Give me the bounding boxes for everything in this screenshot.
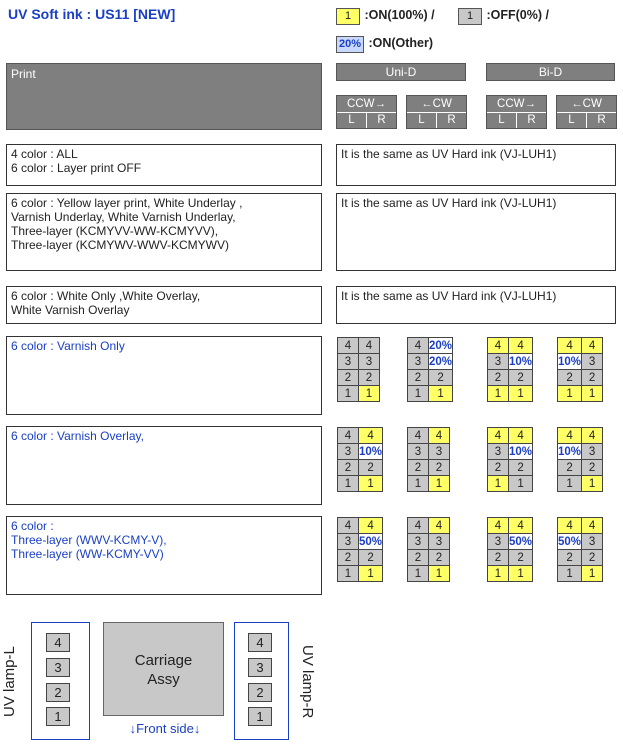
bid-cw-header — [556, 95, 617, 129]
front-side-label: ↓Front side↓ — [129, 721, 201, 736]
nozzle-cell: 1 — [408, 566, 429, 582]
nozzle-cell: 4 — [582, 338, 603, 354]
nozzle-grid — [487, 337, 533, 402]
row-desc-line: Three-layer (WWV-KCMY-V), — [11, 533, 167, 547]
nozzle-cell: 1 — [509, 386, 533, 402]
nozzle-grid — [407, 337, 453, 402]
row-same-0 — [336, 144, 616, 186]
r-label: R — [447, 114, 456, 126]
nozzle-cell: 2 — [429, 550, 450, 566]
row-desc-line: 4 color : ALL — [11, 147, 78, 161]
page-title: UV Soft ink : US11 [NEW] — [8, 6, 176, 22]
nozzle-grid — [487, 427, 533, 492]
nozzle-cell: 1 — [338, 566, 359, 582]
row-desc-1 — [6, 193, 322, 271]
direction-label: CCW→ — [487, 96, 546, 113]
nozzle-cell: 2 — [488, 550, 509, 566]
nozzle-cell: 4 — [429, 428, 450, 444]
nozzle-cell: 4 — [338, 428, 359, 444]
legend-other-swatch: 20% — [336, 36, 364, 53]
nozzle-cell: 1 — [488, 476, 509, 492]
nozzle-cell: 2 — [582, 550, 603, 566]
r-label: R — [377, 114, 386, 126]
unid-ccw-header — [336, 95, 397, 129]
nozzle-cell: 2 — [488, 370, 509, 386]
legend-on-label: :ON(100%) / — [364, 8, 435, 22]
nozzle-cell: 1 — [338, 476, 359, 492]
direction-label: CCW→ — [337, 96, 396, 113]
legend-other-label: :ON(Other) — [368, 36, 434, 50]
legend-off — [458, 6, 549, 25]
row-desc-line: 6 color : — [11, 519, 54, 533]
carriage-line1: Carriage — [134, 652, 193, 669]
nozzle-cell: 10% — [509, 355, 533, 368]
row-same-text: It is the same as UV Hard ink (VJ-LUH1) — [341, 196, 557, 210]
lamp-r-cell: 1 — [248, 707, 272, 726]
nozzle-cell: 1 — [429, 476, 450, 492]
r-label: R — [597, 114, 606, 126]
nozzle-cell: 4 — [509, 518, 533, 534]
nozzle-cell: 1 — [558, 386, 582, 402]
row-desc-line: 6 color : Yellow layer print, White Underlay , — [11, 196, 243, 210]
row-desc-line: Varnish Underlay, White Varnish Underlay, — [11, 210, 236, 224]
nozzle-cell: 4 — [359, 428, 383, 444]
nozzle-cell: 10% — [558, 445, 582, 458]
nozzle-cell: 2 — [359, 460, 383, 476]
row-desc-line: 6 color : White Only ,White Overlay, — [11, 289, 201, 303]
nozzle-cell: 2 — [509, 550, 533, 566]
carriage-line2: Assy — [147, 671, 180, 688]
row-same-text: It is the same as UV Hard ink (VJ-LUH1) — [341, 147, 557, 161]
nozzle-cell: 2 — [582, 460, 603, 476]
direction-label: ←CW — [557, 96, 616, 113]
bid-header: Bi-D — [486, 63, 615, 81]
nozzle-cell: 2 — [359, 550, 383, 566]
nozzle-cell: 2 — [558, 550, 582, 566]
nozzle-cell: 3 — [408, 444, 429, 460]
nozzle-cell: 50% — [558, 535, 582, 548]
nozzle-cell: 2 — [359, 370, 380, 386]
nozzle-cell: 3 — [488, 354, 509, 370]
nozzle-cell: 4 — [582, 518, 603, 534]
nozzle-cell: 1 — [429, 386, 453, 402]
carriage-assy — [103, 622, 224, 716]
nozzle-cell: 2 — [558, 460, 582, 476]
nozzle-cell: 2 — [509, 460, 533, 476]
nozzle-cell: 1 — [509, 566, 533, 582]
nozzle-cell: 2 — [582, 370, 603, 386]
nozzle-cell: 1 — [488, 386, 509, 402]
unid-header: Uni-D — [336, 63, 466, 81]
nozzle-cell: 4 — [408, 518, 429, 534]
uv-lamp-l-label: UV lamp-L — [1, 646, 18, 718]
nozzle-cell: 2 — [408, 550, 429, 566]
nozzle-cell: 20% — [429, 339, 453, 352]
nozzle-cell: 2 — [338, 460, 359, 476]
lamp-r-cell: 2 — [248, 683, 272, 702]
bid-ccw-header — [486, 95, 547, 129]
row-desc-line: 6 color : Layer print OFF — [11, 161, 142, 175]
nozzle-cell: 1 — [582, 386, 603, 402]
nozzle-cell: 1 — [429, 566, 450, 582]
nozzle-cell: 4 — [338, 518, 359, 534]
nozzle-cell: 1 — [582, 566, 603, 582]
l-label: L — [557, 113, 587, 128]
nozzle-cell: 2 — [558, 370, 582, 386]
nozzle-cell: 3 — [429, 534, 450, 550]
nozzle-cell: 1 — [359, 476, 383, 492]
row-desc-line: Three-layer (KCMYWV-WWV-KCMYWV) — [11, 238, 230, 252]
nozzle-cell: 4 — [509, 428, 533, 444]
nozzle-cell: 3 — [582, 354, 603, 370]
nozzle-cell: 1 — [338, 386, 359, 402]
nozzle-cell: 4 — [408, 338, 429, 354]
row-same-1 — [336, 193, 616, 271]
nozzle-grid — [407, 427, 450, 492]
lamp-l-cell: 2 — [46, 683, 70, 702]
row-desc-line: Three-layer (WW-KCMY-VV) — [11, 547, 164, 561]
nozzle-grid — [337, 517, 383, 582]
row-desc-line: White Varnish Overlay — [11, 303, 130, 317]
legend-off-swatch: 1 — [458, 8, 482, 25]
nozzle-grid — [487, 517, 533, 582]
nozzle-cell: 4 — [558, 338, 582, 354]
nozzle-cell: 3 — [488, 534, 509, 550]
nozzle-cell: 3 — [408, 354, 429, 370]
lamp-r-cell: 4 — [248, 633, 272, 652]
nozzle-cell: 1 — [509, 476, 533, 492]
row-desc-4 — [6, 426, 322, 505]
nozzle-cell: 2 — [509, 370, 533, 386]
nozzle-cell: 1 — [558, 476, 582, 492]
nozzle-cell: 4 — [338, 338, 359, 354]
nozzle-cell: 3 — [359, 354, 380, 370]
nozzle-grid — [557, 337, 603, 402]
row-desc-line: 6 color : Varnish Only — [11, 339, 125, 353]
row-desc-5 — [6, 516, 322, 595]
nozzle-cell: 2 — [338, 370, 359, 386]
nozzle-cell: 2 — [408, 370, 429, 386]
nozzle-cell: 1 — [582, 476, 603, 492]
uv-lamp-r-label: UV lamp-R — [299, 645, 316, 719]
nozzle-cell: 4 — [359, 518, 383, 534]
nozzle-cell: 3 — [488, 444, 509, 460]
direction-label: ←CW — [407, 96, 466, 113]
nozzle-cell: 10% — [509, 445, 533, 458]
nozzle-cell: 4 — [408, 428, 429, 444]
nozzle-cell: 2 — [408, 460, 429, 476]
nozzle-cell: 1 — [359, 386, 380, 402]
nozzle-cell: 3 — [582, 444, 603, 460]
l-label: L — [407, 113, 437, 128]
lamp-r-cell: 3 — [248, 658, 272, 677]
nozzle-grid — [337, 337, 380, 402]
nozzle-cell: 4 — [429, 518, 450, 534]
unid-cw-header — [406, 95, 467, 129]
nozzle-grid — [337, 427, 383, 492]
legend-other — [336, 34, 433, 53]
nozzle-grid — [407, 517, 450, 582]
nozzle-cell: 4 — [582, 428, 603, 444]
row-desc-0 — [6, 144, 322, 186]
nozzle-cell: 4 — [488, 338, 509, 354]
nozzle-cell: 1 — [408, 386, 429, 402]
nozzle-cell: 1 — [408, 476, 429, 492]
row-desc-line: Three-layer (KCMYVV-WW-KCMYVV), — [11, 224, 219, 238]
l-label: L — [487, 113, 517, 128]
lamp-l-cell: 4 — [46, 633, 70, 652]
nozzle-cell: 1 — [488, 566, 509, 582]
nozzle-cell: 3 — [338, 354, 359, 370]
lamp-l-cell: 1 — [46, 707, 70, 726]
nozzle-cell: 3 — [429, 444, 450, 460]
nozzle-cell: 2 — [488, 460, 509, 476]
nozzle-cell: 2 — [429, 370, 453, 386]
nozzle-cell: 2 — [338, 550, 359, 566]
nozzle-cell: 3 — [338, 534, 359, 550]
nozzle-cell: 3 — [338, 444, 359, 460]
row-desc-2 — [6, 286, 322, 324]
nozzle-cell: 4 — [558, 428, 582, 444]
nozzle-cell: 10% — [359, 445, 383, 458]
nozzle-cell: 50% — [359, 535, 383, 548]
nozzle-cell: 4 — [488, 518, 509, 534]
row-same-2 — [336, 286, 616, 324]
nozzle-grid — [557, 517, 603, 582]
nozzle-grid — [557, 427, 603, 492]
nozzle-cell: 4 — [359, 338, 380, 354]
l-label: L — [337, 113, 367, 128]
nozzle-cell: 20% — [429, 355, 453, 368]
row-desc-3 — [6, 336, 322, 415]
nozzle-cell: 1 — [558, 566, 582, 582]
nozzle-cell: 4 — [558, 518, 582, 534]
nozzle-cell: 10% — [558, 355, 582, 368]
legend-on-swatch: 1 — [336, 8, 360, 25]
nozzle-cell: 1 — [359, 566, 383, 582]
nozzle-cell: 4 — [509, 338, 533, 354]
row-desc-line: 6 color : Varnish Overlay, — [11, 429, 144, 443]
nozzle-cell: 4 — [488, 428, 509, 444]
lamp-l-cell: 3 — [46, 658, 70, 677]
nozzle-cell: 3 — [408, 534, 429, 550]
nozzle-cell: 50% — [509, 535, 533, 548]
legend-off-label: :OFF(0%) / — [486, 8, 549, 22]
row-same-text: It is the same as UV Hard ink (VJ-LUH1) — [341, 289, 557, 303]
r-label: R — [527, 114, 536, 126]
print-header: Print — [6, 63, 322, 130]
legend-on — [336, 6, 435, 25]
nozzle-cell: 3 — [582, 534, 603, 550]
nozzle-cell: 2 — [429, 460, 450, 476]
